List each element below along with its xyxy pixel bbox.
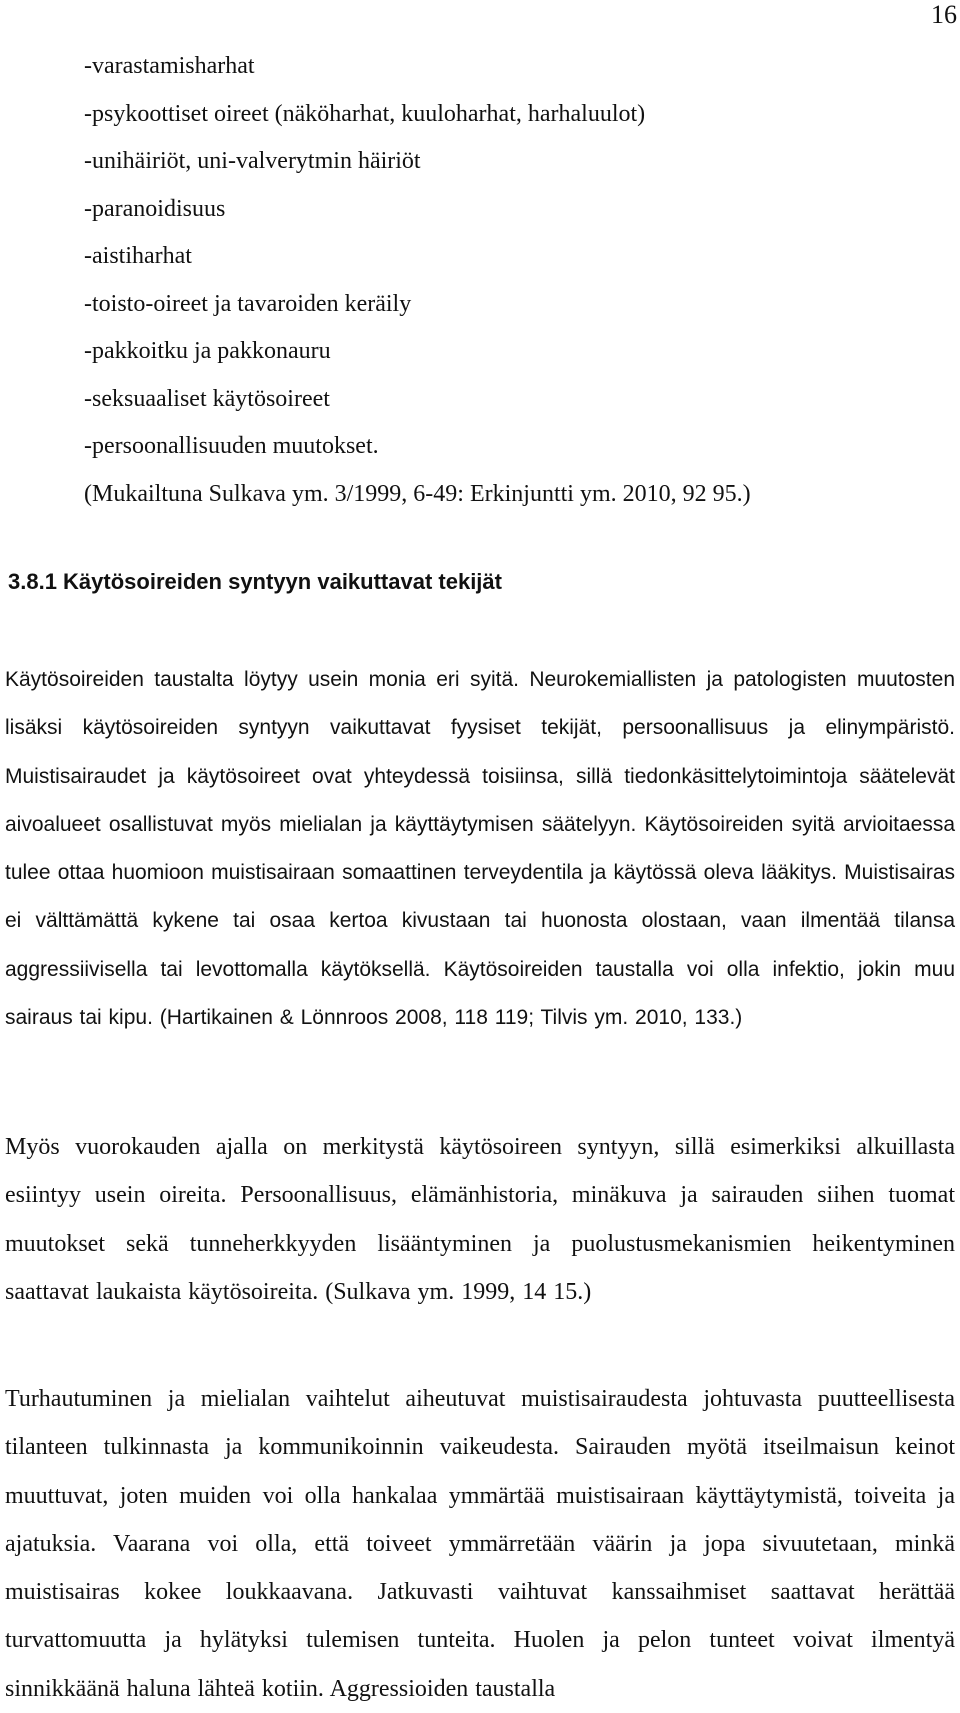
- list-item: -aistiharhat: [84, 243, 192, 269]
- list-item: -paranoidisuus: [84, 195, 226, 222]
- body-paragraph-frustration: Turhautuminen ja mielialan vaihtelut aiheutuvat muistisairaudesta johtuvasta puutteellisesta tilanteen tulkinnasta ja kommunikoinnin vaikeudesta. Sairauden myötä itseilmaisun keinot muuttuvat, joten muiden voi olla hankalaa ymmärtää muistisairaan käyttäytymistä, toiveita ja ajatuksia. Vaarana voi olla, että toiveet ymmärretään väärin ja jopa sivuutetaan, minkä muistisairas kokee loukkaavana. Jatkuvasti vaihtuvat kanssaihmiset saattavat herättää turvattomuutta ja hylätyksi tulemisen tunteita. Huolen ja pelon tunteet voivat ilmentyä sinnikkäänä haluna lähteä kotiin. Aggressioiden taustalla: [5, 1386, 955, 1702]
- list-item: -persoonallisuuden muutokset.: [84, 433, 379, 459]
- list-item: -unihäiriöt, uni-valverytmin häiriöt: [84, 148, 421, 174]
- page-number: 16: [931, 0, 957, 29]
- list-source-citation: (Mukailtuna Sulkava ym. 3/1999, 6-49: Erkinjuntti ym. 2010, 92 95.): [84, 480, 751, 507]
- body-paragraph-time-of-day: Myös vuorokauden ajalla on merkitystä käytösoireen syntyyn, sillä esimerkiksi alkuillasta esiintyy usein oireita. Persoonallisuus, elämänhistoria, minäkuva ja sairauden siihen tuomat muutokset sekä tunneherkkyyden lisääntyminen ja puolustusmekanismien heikentyminen saattavat laukaista käytösoireita. (Sulkava ym. 1999, 14 15.): [5, 1134, 955, 1305]
- symptom-list: [84, 43, 924, 518]
- list-item: -toisto-oireet ja tavaroiden keräily: [84, 290, 412, 317]
- list-item: -pakkoitku ja pakkonauru: [84, 338, 331, 364]
- list-item: -seksuaaliset käytösoireet: [84, 385, 330, 412]
- list-item: -varastamisharhat: [84, 53, 255, 79]
- list-item: -psykoottiset oireet (näköharhat, kuuloharhat, harhaluulot): [84, 100, 646, 127]
- section-heading: 3.8.1 Käytösoireiden syntyyn vaikuttavat tekijät: [8, 569, 502, 594]
- body-paragraph-causes: Käytösoireiden taustalta löytyy usein monia eri syitä. Neurokemiallisten ja patologisten muutosten lisäksi käytösoireiden syntyyn vaikuttavat fyysiset tekijät, persoonallisuus ja elinympäristö. Muistisairaudet ja käytösoireet ovat yhteydessä toisiinsa, sillä tiedonkäsittelytoimintoja säätelevät aivoalueet osallistuvat myös mielialan ja käyttäytymisen säätelyyn. Käytösoireiden syitä arvioitaessa tulee ottaa huomioon muistisairaan somaattinen terveydentila ja käytössä oleva lääkitys. Muistisairas ei välttämättä kykene tai osaa kertoa kivustaan tai huonosta olostaan, vaan ilmentää tilansa aggressiivisella tai levottomalla käytöksellä. Käytösoireiden taustalla voi olla infektio, jokin muu sairaus tai kipu. (Hartikainen & Lönnroos 2008, 118 119; Tilvis ym. 2010, 133.): [5, 668, 955, 1030]
